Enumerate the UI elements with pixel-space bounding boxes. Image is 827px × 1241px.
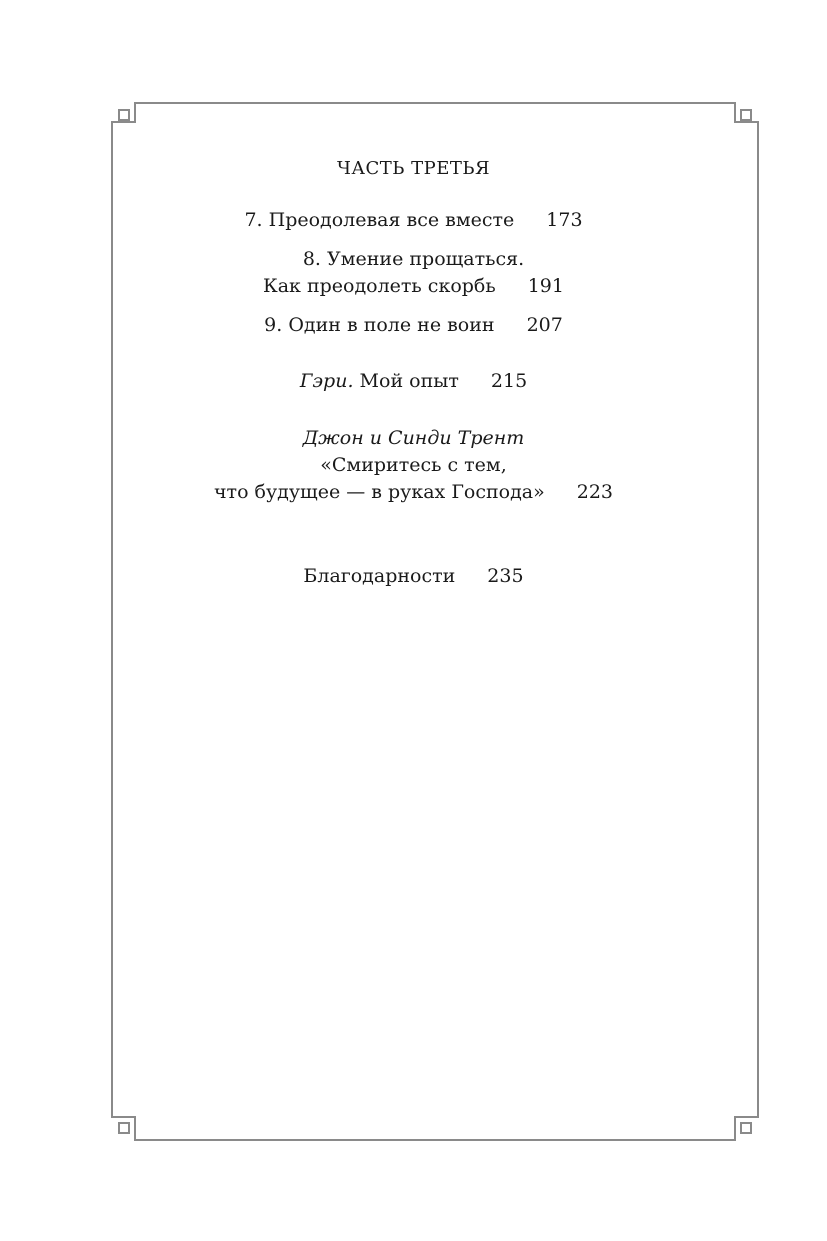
page-number: 207 — [526, 314, 563, 336]
toc-entry-7[interactable] — [0, 207, 827, 233]
entry-title: Мой опыт — [359, 370, 459, 392]
toc-entry-9[interactable] — [0, 312, 827, 338]
toc-entry-8-line1[interactable] — [0, 246, 827, 272]
entry-title: 8. Умение прощаться. — [302, 248, 525, 270]
toc-entry-gary[interactable] — [0, 368, 827, 394]
page-number: 235 — [487, 565, 524, 587]
toc-entry-trent-author: Джон и Синди Трент — [302, 427, 525, 449]
toc-entry-trent-line2[interactable] — [0, 479, 827, 505]
toc-entry-trent-line1[interactable] — [0, 452, 827, 478]
page-number: 191 — [527, 275, 564, 297]
entry-title: Благодарности — [303, 565, 456, 587]
page-number: 215 — [490, 370, 528, 392]
entry-title: 7. Преодолевая все вместе — [244, 209, 515, 231]
toc-entry-acknowledgements[interactable] — [0, 563, 827, 589]
part-title: ЧАСТЬ ТРЕТЬЯ — [336, 158, 491, 179]
entry-author: Гэри. — [299, 370, 354, 392]
toc-entry-8-line2[interactable] — [0, 273, 827, 299]
entry-title: что будущее — в руках Господа» — [214, 481, 545, 503]
entry-title: «Смиритесь с тем, — [320, 454, 507, 476]
page-number: 173 — [546, 209, 583, 231]
page-number: 223 — [576, 481, 613, 503]
entry-title: 9. Один в поле не воин — [264, 314, 495, 336]
entry-title: Как преодолеть скорбь — [263, 275, 496, 297]
